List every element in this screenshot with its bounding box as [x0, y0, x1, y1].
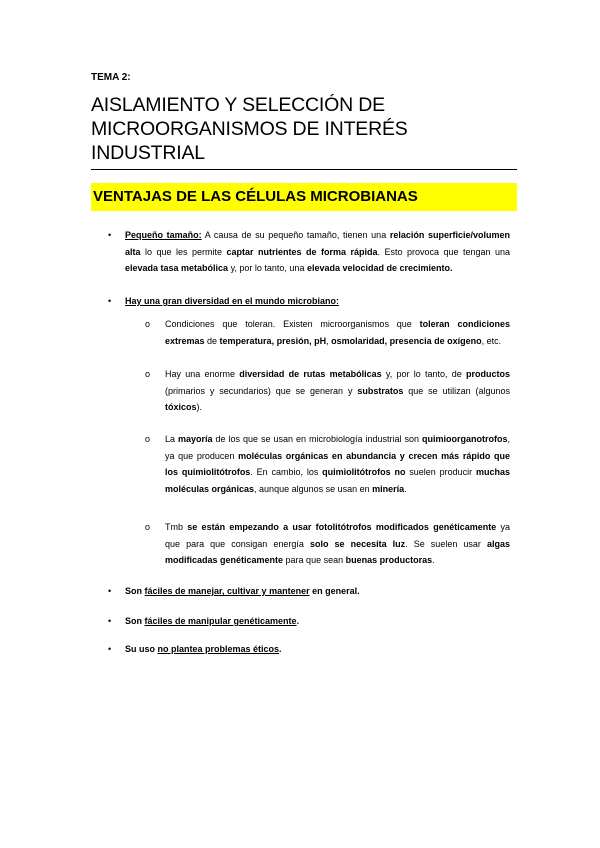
page-title-line-1: AISLAMIENTO Y SELECCIÓN DE [91, 94, 385, 116]
list-item-diversity: Hay una gran diversidad en el mundo microbiano: [125, 296, 340, 306]
sub-bullet-marker: o [145, 434, 151, 444]
sub-bullet-marker: o [145, 319, 151, 329]
section-heading: VENTAJAS DE LAS CÉLULAS MICROBIANAS [91, 183, 517, 211]
page-title-line-2: MICROORGANISMOS DE INTERÉS INDUSTRIAL [91, 118, 408, 164]
bullet-marker: • [108, 616, 112, 626]
sub-bullet-marker: o [145, 369, 151, 379]
list-item-genetic-manipulation: Son fáciles de manipular genéticamente. [125, 616, 300, 626]
bullet-marker: • [108, 644, 112, 654]
topic-label: TEMA 2: [91, 72, 131, 83]
sub-item-chemoorganotrophs: La mayoría de los que se usan en microbiología industrial son quimioorganotrofos, ya que producen moléculas orgánicas en abundancia y crecen más rápido que los quimiolitótrofos. En cambio, los quimiolitótrofos no suelen producir muchas moléculas orgánicas, aunque algunos se usan en minería. [165, 434, 510, 494]
sub-item-conditions: Condiciones que toleran. Existen microorganismos que toleran condiciones extremas de temperatura, presión, pH, osmolaridad, presencia de oxígeno, etc. [165, 319, 510, 346]
list-item-easy-handling: Son fáciles de manejar, cultivar y mantener en general. [125, 586, 360, 596]
list-item-ethics: Su uso no plantea problemas éticos. [125, 644, 282, 654]
bullet-marker: • [108, 296, 112, 306]
bullet-marker: • [108, 230, 112, 240]
sub-item-metabolic-routes: Hay una enorme diversidad de rutas metabólicas y, por lo tanto, de productos (primarios y secundarios) que se generan y substratos que se utilizan (algunos tóxicos). [165, 369, 510, 412]
page-title [91, 93, 517, 170]
list-item-small-size: Pequeño tamaño: A causa de su pequeño tamaño, tienen una relación superficie/volumen alta lo que les permite captar nutrientes de forma rápida. Esto provoca que tengan una elevada tasa metabólica y, por lo tanto, una elevada velocidad de crecimiento. [125, 230, 510, 273]
sub-item-photolithotrophs: Tmb se están empezando a usar fotolitótrofos modificados genéticamente ya que para que consigan energía solo se necesita luz. Se suelen usar algas modificadas genéticamente para que sean buenas productoras. [165, 522, 510, 565]
sub-bullet-marker: o [145, 522, 151, 532]
bullet-marker: • [108, 586, 112, 596]
